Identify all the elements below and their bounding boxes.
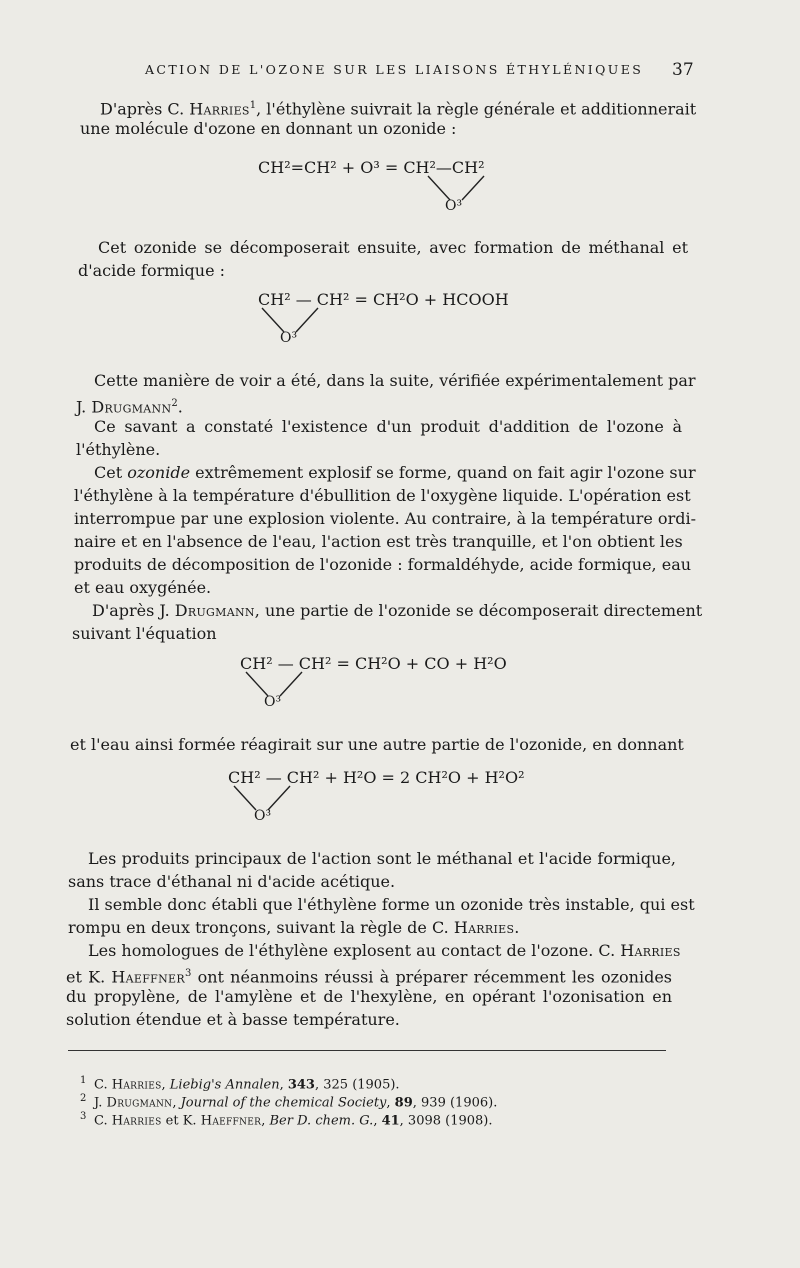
text: , une partie de l'ozonide se décomposerait directement	[254, 601, 703, 620]
paragraph-line: et eau oxygénée.	[74, 578, 212, 597]
author-name: Harries	[189, 99, 250, 119]
text: C.	[94, 1077, 112, 1093]
author-name: Haeffner	[200, 1113, 262, 1129]
text: rompu en deux tronçons, suivant la règle de C.	[68, 918, 454, 937]
text: .	[177, 397, 183, 417]
paragraph-line	[92, 600, 703, 622]
author-name: Harries	[111, 1077, 162, 1093]
author-name: Harries	[453, 918, 515, 937]
equation-1: CH²=CH² + O³ = CH²—CH²	[258, 158, 485, 177]
text: J.	[94, 1095, 107, 1111]
text: ,	[261, 1113, 270, 1129]
paragraph-line: Cette manière de voir a été, dans la suite, vérifiée expérimentalement par	[94, 371, 696, 390]
footnote-ref: 2	[171, 398, 178, 409]
paragraph-line: naire et en l'absence de l'eau, l'action est très tranquille, et l'on obtient les	[74, 532, 683, 551]
paragraph-line: Cet ozonide se décomposerait ensuite, avec formation de méthanal et	[98, 238, 688, 257]
equation-4: CH² — CH² + H²O = 2 CH²O + H²O²	[228, 768, 525, 787]
footnote-number: 3	[80, 1111, 87, 1122]
paragraph-line: du propylène, de l'amylène et de l'hexylène, en opérant l'ozonisation en	[66, 987, 672, 1006]
paragraph-line	[68, 917, 682, 939]
footnote-number: 1	[80, 1075, 87, 1086]
paragraph-line: Ce savant a constaté l'existence d'un produit d'addition de l'ozone à	[94, 417, 682, 436]
text: D'après J.	[92, 601, 175, 620]
journal-title: Liebig's Annalen	[169, 1077, 280, 1093]
text: ,	[386, 1095, 395, 1111]
paragraph-line	[94, 462, 696, 484]
text: et K.	[66, 967, 112, 987]
paragraph-line: une molécule d'ozone en donnant un ozonide :	[80, 119, 457, 138]
author-name: Drugmann	[106, 1095, 173, 1111]
paragraph-line: l'éthylène.	[76, 440, 161, 459]
paragraph-line: d'acide formique :	[78, 261, 226, 280]
text: Cet	[94, 463, 128, 482]
text: ont néanmoins réussi à préparer récemment les ozonides	[191, 967, 672, 987]
paragraph-line: l'éthylène à la température d'ébullition de l'oxygène liquide. L'opération est	[74, 486, 691, 505]
footnote-number: 2	[80, 1093, 87, 1104]
text: , 3098 (1908).	[399, 1113, 493, 1129]
running-title: ACTION DE L'OZONE SUR LES LIAISONS ÉTHYLÉNIQUES	[145, 62, 644, 77]
text: , 939 (1906).	[412, 1095, 498, 1111]
text: D'après C.	[100, 99, 190, 119]
journal-title: Ber D. chem. G.	[269, 1113, 374, 1129]
equation-1-ozone-group: O³	[445, 198, 463, 214]
footnote-separator	[68, 1050, 666, 1051]
text: extrêmement explosif se forme, quand on fait agir l'ozone sur	[190, 463, 696, 482]
text: .	[514, 918, 520, 937]
text: , l'éthylène suivrait la règle générale et additionnerait	[256, 99, 697, 119]
paragraph-line: sans trace d'éthanal ni d'acide acétique.	[68, 872, 396, 891]
paragraph-line	[66, 963, 672, 988]
paragraph-line: suivant l'équation	[72, 624, 217, 643]
author-name: Harries	[620, 941, 681, 960]
author-name: Harries	[111, 1113, 162, 1129]
volume: 89	[394, 1095, 413, 1111]
equation-3-ozone-group: O³	[264, 694, 282, 710]
paragraph-line: solution étendue et à basse température.	[66, 1010, 400, 1029]
text: et K.	[161, 1113, 201, 1129]
text: , 325 (1905).	[314, 1077, 400, 1093]
paragraph-line: interrompue par une explosion violente. Au contraire, à la température ordi-	[74, 509, 696, 528]
paragraph-line: produits de décomposition de l'ozonide : formaldéhyde, acide formique, eau	[74, 555, 692, 574]
volume: 41	[381, 1113, 400, 1129]
page-number: 37	[672, 60, 694, 80]
text: ,	[373, 1113, 382, 1129]
text: ,	[172, 1095, 181, 1111]
author-name: Haeffner	[111, 967, 185, 987]
paragraph-line	[100, 95, 697, 120]
emphasis: ozonide	[127, 463, 191, 482]
paragraph-line	[76, 393, 690, 418]
text: Les homologues de l'éthylène explosent au contact de l'ozone. C.	[88, 941, 621, 960]
author-name: Drugmann	[174, 601, 255, 620]
journal-title: Journal of the chemical Society	[180, 1095, 387, 1111]
text: ,	[161, 1077, 170, 1093]
footnote-ref: 1	[249, 100, 257, 111]
text: C.	[94, 1113, 112, 1129]
author-name: Drugmann	[91, 397, 172, 417]
equation-2-ozone-group: O³	[280, 330, 298, 346]
paragraph-line: et l'eau ainsi formée réagirait sur une autre partie de l'ozonide, en donnant	[70, 735, 684, 754]
paragraph-line	[88, 940, 681, 962]
text: ,	[279, 1077, 288, 1093]
volume: 343	[287, 1077, 315, 1093]
equation-4-ozone-group: O³	[254, 808, 272, 824]
footnote-ref: 3	[184, 968, 192, 979]
equation-2: CH² — CH² = CH²O + HCOOH	[258, 290, 509, 309]
footnote-3	[80, 1108, 640, 1130]
paragraph-line: Il semble donc établi que l'éthylène forme un ozonide très instable, qui est	[88, 895, 695, 914]
paragraph-line: Les produits principaux de l'action sont le méthanal et l'acide formique,	[88, 849, 676, 868]
text: J.	[76, 397, 92, 417]
equation-3: CH² — CH² = CH²O + CO + H²O	[240, 654, 507, 673]
